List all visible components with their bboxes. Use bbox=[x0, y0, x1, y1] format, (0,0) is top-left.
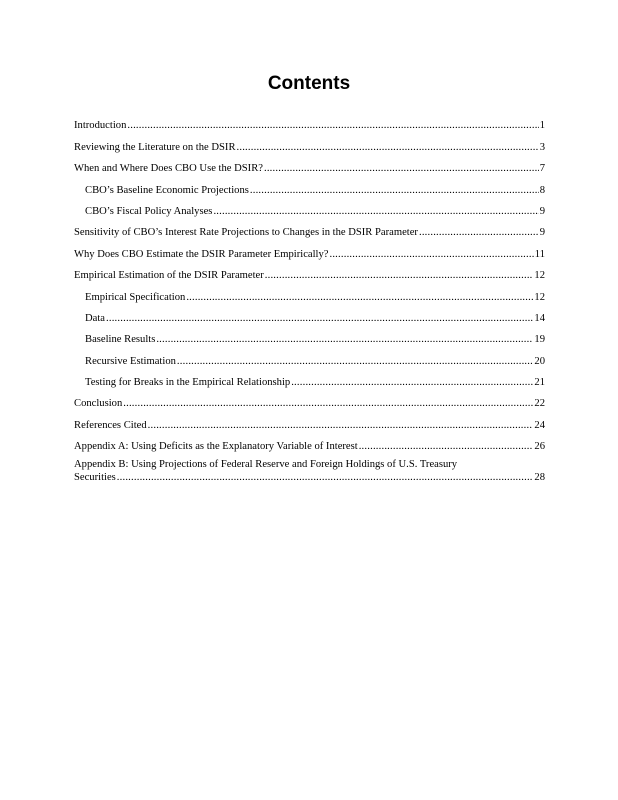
dot-leader bbox=[291, 376, 533, 389]
page-title: Contents bbox=[267, 73, 351, 94]
toc-entry[interactable] bbox=[74, 432, 545, 453]
toc-entry[interactable] bbox=[74, 132, 545, 153]
toc-entry-page-number: 7 bbox=[539, 163, 545, 175]
toc-entry-page-number: 20 bbox=[534, 355, 545, 367]
toc-entry-page-number: 8 bbox=[539, 184, 545, 196]
toc-entry-appendix-b[interactable] bbox=[74, 458, 545, 484]
toc-entry[interactable] bbox=[74, 304, 545, 325]
toc-entry[interactable] bbox=[74, 239, 545, 260]
toc-entry-page-number: 12 bbox=[534, 270, 545, 282]
toc-entry-label-continued: Securities bbox=[74, 472, 116, 484]
toc-entry[interactable] bbox=[74, 410, 545, 431]
dot-leader bbox=[127, 119, 538, 132]
toc-entry-label: Sensitivity of CBO’s Interest Rate Projections to Changes in the DSIR Parameter bbox=[74, 227, 418, 239]
toc-entry-label: Appendix B: Using Projections of Federal Reserve and Foreign Holdings of U.S. Treasury bbox=[74, 459, 458, 471]
toc-entry-page-number: 1 bbox=[539, 120, 545, 132]
toc-entry-label: Reviewing the Literature on the DSIR bbox=[74, 141, 236, 153]
toc-entry-page-number: 19 bbox=[534, 334, 545, 346]
toc-entry-page-number: 3 bbox=[539, 141, 545, 153]
toc-entry[interactable] bbox=[74, 389, 545, 410]
toc-entry-page-number: 9 bbox=[539, 227, 545, 239]
toc-entry[interactable] bbox=[74, 154, 545, 175]
toc-entry[interactable] bbox=[74, 325, 545, 346]
toc-entry-label: Why Does CBO Estimate the DSIR Parameter Empirically? bbox=[74, 248, 329, 260]
dot-leader bbox=[265, 269, 534, 282]
dot-leader bbox=[117, 471, 534, 484]
dot-leader bbox=[156, 333, 533, 346]
dot-leader bbox=[359, 440, 534, 453]
toc-entry-label: Appendix A: Using Deficits as the Explanatory Variable of Interest bbox=[74, 441, 358, 453]
toc-entry-page-number: 26 bbox=[534, 441, 545, 453]
toc-entry-page-number: 22 bbox=[534, 398, 545, 410]
toc-entry-page-number: 24 bbox=[534, 419, 545, 431]
toc-entry-label: Baseline Results bbox=[85, 334, 156, 346]
toc-entry-label: Introduction bbox=[74, 120, 127, 132]
toc-entry[interactable] bbox=[74, 261, 545, 282]
dot-leader bbox=[186, 291, 533, 304]
toc-entry[interactable] bbox=[74, 282, 545, 303]
toc-entry[interactable] bbox=[74, 368, 545, 389]
toc-entry-label: Data bbox=[85, 312, 105, 324]
dot-leader bbox=[419, 226, 539, 239]
table-of-contents bbox=[74, 111, 545, 484]
toc-entry-page-number: 11 bbox=[534, 248, 545, 260]
dot-leader bbox=[177, 355, 533, 368]
toc-entry-label: Conclusion bbox=[74, 398, 123, 410]
toc-entry[interactable] bbox=[74, 218, 545, 239]
toc-entry-label: When and Where Does CBO Use the DSIR? bbox=[74, 163, 263, 175]
toc-entry[interactable] bbox=[74, 346, 545, 367]
toc-entry-label: CBO’s Fiscal Policy Analyses bbox=[85, 205, 213, 217]
dot-leader bbox=[213, 205, 538, 218]
toc-entry-label: CBO’s Baseline Economic Projections bbox=[85, 184, 249, 196]
toc-entry-label: Recursive Estimation bbox=[85, 355, 176, 367]
dot-leader bbox=[106, 312, 533, 325]
dot-leader bbox=[250, 184, 539, 197]
toc-entry-page-number: 14 bbox=[534, 312, 545, 324]
toc-entry-page-number: 12 bbox=[534, 291, 545, 303]
dot-leader bbox=[123, 397, 533, 410]
toc-entry-label: Empirical Specification bbox=[85, 291, 186, 303]
toc-entry[interactable] bbox=[74, 197, 545, 218]
toc-entry-label: References Cited bbox=[74, 419, 147, 431]
toc-entry-label: Testing for Breaks in the Empirical Relationship bbox=[85, 377, 291, 389]
toc-entry[interactable] bbox=[74, 175, 545, 196]
toc-entry-page-number: 21 bbox=[534, 377, 545, 389]
dot-leader bbox=[329, 248, 533, 261]
toc-entry-page-number: 9 bbox=[539, 205, 545, 217]
toc-entry-label: Empirical Estimation of the DSIR Parameter bbox=[74, 270, 264, 282]
toc-entries bbox=[74, 111, 545, 453]
toc-entry-page-number: 28 bbox=[534, 472, 545, 484]
dot-leader bbox=[264, 162, 539, 175]
toc-entry[interactable] bbox=[74, 111, 545, 132]
dot-leader bbox=[237, 141, 539, 154]
dot-leader bbox=[148, 419, 534, 432]
